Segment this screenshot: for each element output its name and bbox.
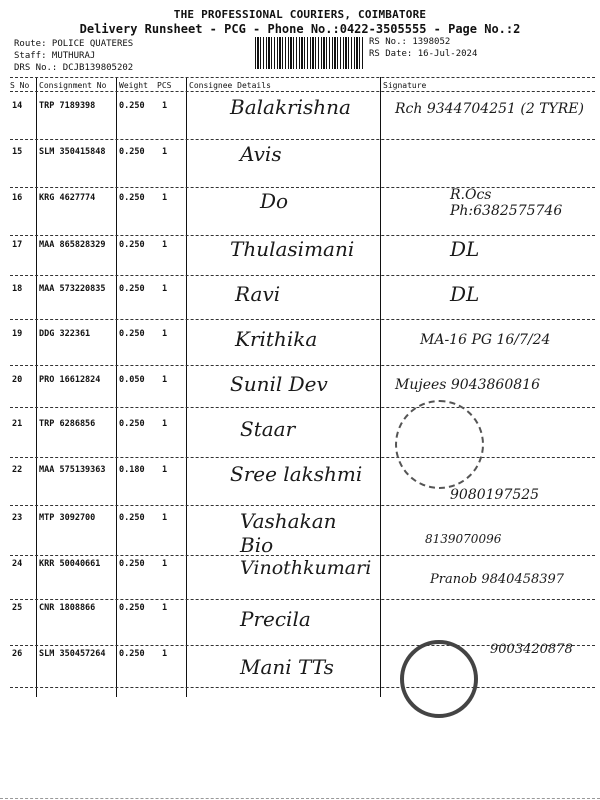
rs-date-label: RS Date: 16-Jul-2024 — [369, 49, 478, 59]
table-row-consignment: KRR 50040661 — [39, 559, 101, 569]
consignee-handwritten: Mani TTs — [240, 655, 334, 679]
table-row-consignment: TRP 7189398 — [39, 101, 96, 111]
col-header-sno: S No — [10, 81, 30, 90]
table-row-weight: 0.250 — [119, 240, 145, 250]
col-header-pcs: PCS — [157, 81, 172, 90]
table-row-sno: 22 — [12, 465, 23, 475]
consignee-handwritten: Thulasimani — [230, 237, 355, 261]
courier-stamp — [395, 400, 484, 489]
table-row-consignment: DDG 322361 — [39, 329, 91, 339]
company-name: THE PROFESSIONAL COURIERS, COIMBATORE — [173, 8, 427, 21]
table-row-sno: 15 — [12, 147, 23, 157]
table-row-consignment: MAA 575139363 — [39, 465, 106, 475]
signature-handwritten: R.Ocs Ph:6382575746 — [450, 187, 563, 219]
table-row-pcs: 1 — [162, 649, 168, 659]
col-header-consignment: Consignment No — [39, 81, 107, 90]
consignee-handwritten: Do — [260, 189, 289, 213]
consignee-handwritten: Avis — [240, 142, 282, 166]
table-row-pcs: 1 — [162, 147, 168, 157]
consignee-handwritten: Krithika — [235, 327, 318, 351]
table-row-weight: 0.250 — [119, 603, 145, 613]
signature-handwritten: Rch 9344704251 (2 TYRE) — [395, 101, 584, 117]
table-row-weight: 0.250 — [119, 329, 145, 339]
table-row-consignment: MTP 3092700 — [39, 513, 96, 523]
table-row-sno: 16 — [12, 193, 23, 203]
table-row-weight: 0.250 — [119, 649, 145, 659]
table-row-weight: 0.250 — [119, 101, 145, 111]
barcode — [255, 37, 365, 69]
table-row-weight: 0.180 — [119, 465, 145, 475]
consignee-handwritten: Staar — [240, 417, 296, 441]
table-row-weight: 0.250 — [119, 147, 145, 157]
table-row-sno: 23 — [12, 513, 23, 523]
col-header-consignee: Consignee Details — [189, 81, 271, 90]
table-row-pcs: 1 — [162, 465, 168, 475]
table-row-weight: 0.250 — [119, 513, 145, 523]
table-row-consignment: TRP 6286856 — [39, 419, 96, 429]
table-row-weight: 0.250 — [119, 284, 145, 294]
table-row-weight: 0.250 — [119, 559, 145, 569]
consignee-handwritten: Vinothkumari — [240, 557, 372, 579]
staff-label: Staff: MUTHURAJ — [14, 51, 96, 61]
drs-label: DRS No.: DCJB139805202 — [14, 63, 134, 73]
table-row-pcs: 1 — [162, 513, 168, 523]
table-row-weight: 0.250 — [119, 193, 145, 203]
rs-no-label: RS No.: 1398052 — [369, 37, 451, 47]
consignee-handwritten: Precila — [240, 607, 311, 631]
route-label: Route: POLICE QUATERES — [14, 39, 134, 49]
table-row-sno: 14 — [12, 101, 23, 111]
signature-handwritten: Pranob 9840458397 — [430, 572, 565, 587]
table-row-sno: 24 — [12, 559, 23, 569]
table-row-weight: 0.250 — [119, 419, 145, 429]
signature-handwritten: Mujees 9043860816 — [395, 377, 540, 393]
consignee-handwritten: Ravi — [235, 282, 281, 306]
table-row-sno: 21 — [12, 419, 23, 429]
signature-handwritten: MA-16 PG 16/7/24 — [420, 332, 551, 348]
signature-handwritten: 9080197525 — [450, 487, 540, 503]
col-header-weight: Weight — [119, 81, 148, 90]
table-row-sno: 19 — [12, 329, 23, 339]
table-row-consignment: SLM 350457264 — [39, 649, 106, 659]
table-row-consignment: PRO 16612824 — [39, 375, 101, 385]
runsheet-table — [10, 77, 595, 697]
table-row-consignment: KRG 4627774 — [39, 193, 96, 203]
table-row-pcs: 1 — [162, 559, 168, 569]
table-row-weight: 0.050 — [119, 375, 145, 385]
table-row-sno: 26 — [12, 649, 23, 659]
signature-handwritten: DL — [450, 282, 480, 306]
table-row-pcs: 1 — [162, 603, 168, 613]
table-row-pcs: 1 — [162, 101, 168, 111]
table-row-pcs: 1 — [162, 240, 168, 250]
table-row-consignment: MAA 865828329 — [39, 240, 106, 250]
table-row-pcs: 1 — [162, 193, 168, 203]
consignee-handwritten: Sunil Dev — [230, 372, 328, 396]
consignee-handwritten: Vashakan Bio — [240, 509, 337, 557]
table-row-sno: 25 — [12, 603, 23, 613]
table-row-sno: 18 — [12, 284, 23, 294]
consignee-handwritten: Sree lakshmi — [230, 462, 363, 486]
signature-handwritten: DL — [450, 237, 480, 261]
signature-handwritten: 8139070096 — [425, 532, 502, 546]
col-header-signature: Signature — [383, 81, 427, 90]
table-row-pcs: 1 — [162, 419, 168, 429]
table-row-pcs: 1 — [162, 329, 168, 339]
page-bottom-rule — [0, 798, 600, 799]
consignee-handwritten: Balakrishna — [230, 95, 351, 119]
table-row-pcs: 1 — [162, 375, 168, 385]
table-row-consignment: SLM 350415848 — [39, 147, 106, 157]
table-row-pcs: 1 — [162, 284, 168, 294]
table-row-consignment: CNR 1808866 — [39, 603, 96, 613]
table-row-sno: 17 — [12, 240, 23, 250]
runsheet-title: Delivery Runsheet - PCG - Phone No.:0422-3505555 - Page No.:2 — [79, 22, 521, 36]
company-seal — [400, 640, 478, 718]
table-row-sno: 20 — [12, 375, 23, 385]
table-row-consignment: MAA 573220835 — [39, 284, 106, 294]
signature-handwritten: 9003420878 — [490, 642, 573, 657]
